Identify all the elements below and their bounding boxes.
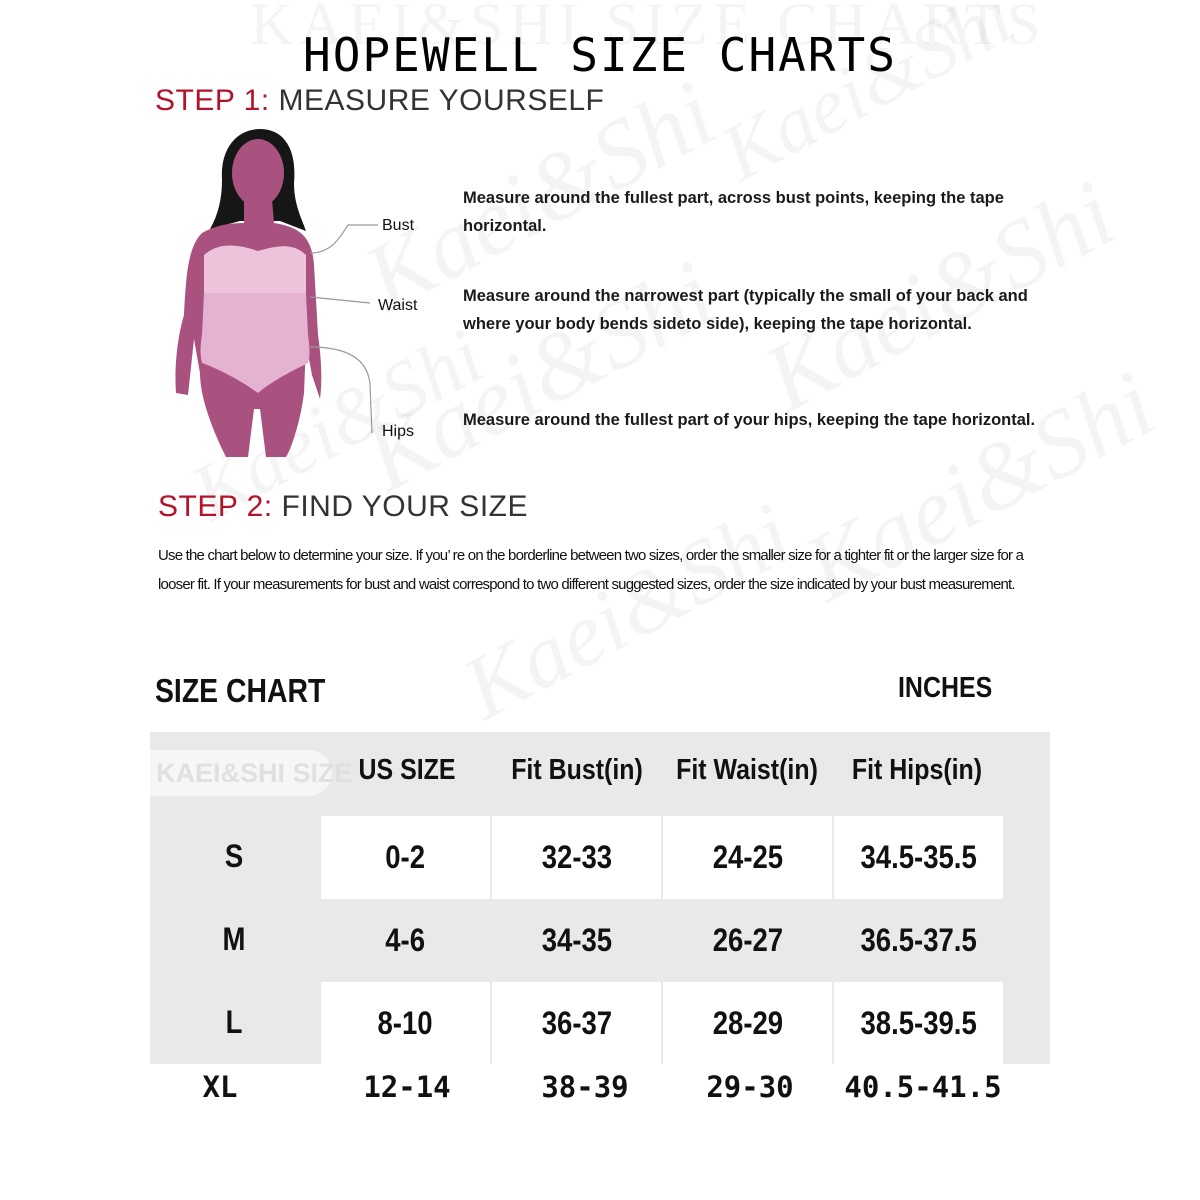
step1-text: MEASURE YOURSELF — [278, 84, 605, 117]
figure-label-hips: Hips — [382, 423, 415, 440]
step2-heading — [158, 490, 528, 524]
table-row — [150, 982, 1050, 1065]
body-figure — [160, 125, 430, 455]
table-cell-bust: 34-35 — [541, 922, 612, 958]
figure-head — [232, 139, 284, 207]
step1-number: STEP 1: — [155, 84, 270, 117]
figure-bust-guide — [310, 225, 378, 253]
sizing-instructions: Use the chart below to determine your size. If you’ re on the borderline between two sizes, order the smaller size for a tighter fit or the larger size for a looser fit. If your measurements for bust and waist correspond to two different suggested sizes, order the size indicated by your bust measurement. — [158, 547, 1024, 593]
page-title: HOPEWELL SIZE CHARTS — [303, 28, 897, 82]
table-cell-bust: 32-33 — [492, 816, 661, 899]
table-cell-us-size: 12-14 — [363, 1070, 451, 1104]
column-header-fit-waist: Fit Waist(in) — [676, 754, 818, 786]
size-label-m: M — [222, 921, 246, 957]
table-cell-us-size: 4-6 — [385, 922, 426, 958]
table-cell-waist: 29-30 — [706, 1070, 794, 1104]
column-header-fit-bust: Fit Bust(in) — [511, 754, 643, 786]
figure-waist-guide — [310, 297, 370, 303]
column-header-us-size: US SIZE — [358, 754, 456, 786]
column-header-fit-hips: Fit Hips(in) — [851, 754, 983, 786]
size-label-s: S — [224, 838, 244, 874]
size-label-l: L — [225, 1004, 243, 1040]
bust-instruction: Measure around the fullest part, across bust points, keeping the tape horizontal. — [463, 189, 1004, 235]
table-cell-waist: 24-25 — [663, 816, 832, 899]
body-silhouette-illustration — [160, 125, 430, 455]
size-label-xl: XL — [202, 1070, 238, 1104]
figure-label-waist: Waist — [378, 297, 418, 314]
table-cell-us-size: 8-10 — [321, 982, 490, 1065]
table-cell-us-size: 0-2 — [321, 816, 490, 899]
table-cell-waist: 28-29 — [663, 982, 832, 1065]
figure-garment-top — [204, 246, 306, 294]
table-cell-hips: 38.5-39.5 — [834, 982, 1003, 1065]
size-chart-table — [150, 732, 1050, 1064]
table-row — [150, 816, 1050, 899]
hips-instruction: Measure around the fullest part of your hips, keeping the tape horizontal. — [463, 411, 1036, 429]
table-row-values — [150, 899, 1050, 982]
table-cell-waist: 26-27 — [712, 922, 783, 958]
figure-label-bust: Bust — [382, 217, 415, 234]
size-chart-title: SIZE CHART — [155, 672, 326, 709]
table-cell-hips: 34.5-35.5 — [834, 816, 1003, 899]
table-cell-bust: 38-39 — [541, 1070, 629, 1104]
table-cell-hips: 36.5-37.5 — [860, 922, 977, 958]
waist-instruction: Measure around the narrowest part (typically the small of your back and where your body bends sideto side), keeping the tape horizontal. — [463, 287, 1028, 333]
units-label: INCHES — [898, 672, 993, 704]
step2-text: FIND YOUR SIZE — [281, 490, 528, 523]
table-cell-hips: 40.5-41.5 — [844, 1070, 1002, 1104]
table-cell-bust: 36-37 — [492, 982, 661, 1065]
brand-size-header: KAEI&SHI SIZE — [150, 750, 332, 796]
step2-number: STEP 2: — [158, 490, 273, 523]
table-row — [150, 1066, 1050, 1116]
step1-heading — [155, 84, 604, 118]
table-header-row — [150, 732, 1050, 816]
